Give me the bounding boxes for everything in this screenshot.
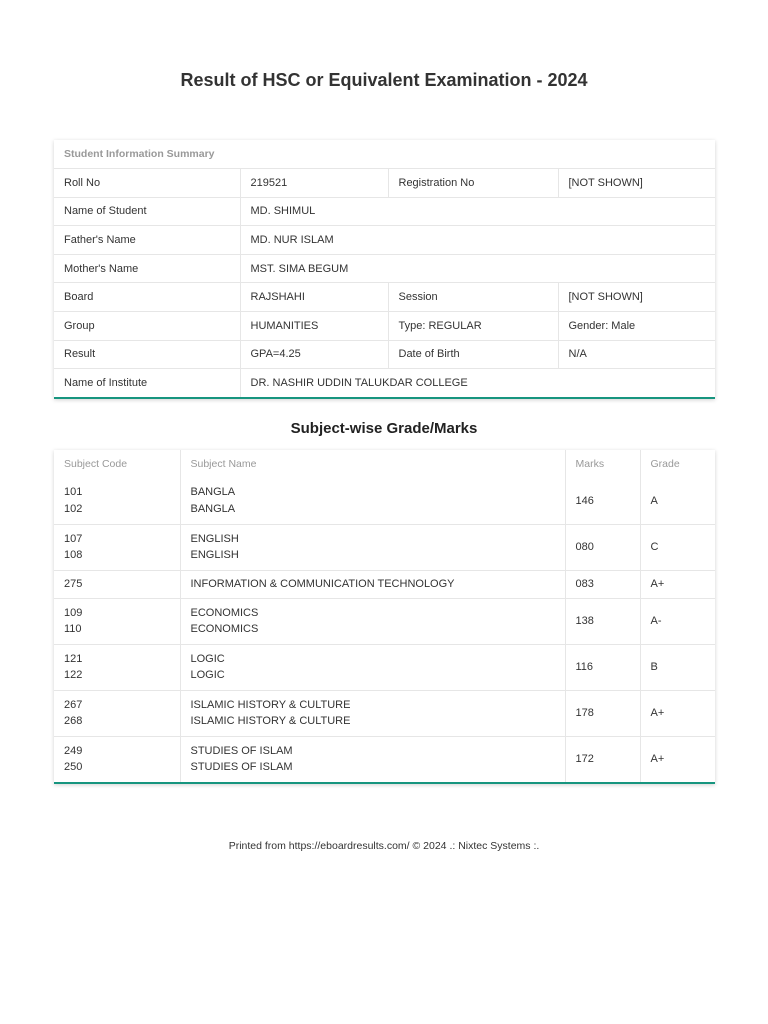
- grade-cell: C: [640, 524, 715, 570]
- subject-code-cell: [54, 598, 180, 644]
- subject-name-header: Subject Name: [180, 450, 565, 478]
- marks-card: [54, 450, 715, 784]
- subject-code: 101: [64, 486, 83, 499]
- subject-code: 249: [64, 744, 83, 757]
- marks-cell: 146: [565, 478, 640, 524]
- subject-code: 268: [64, 715, 83, 727]
- marks-table: [54, 450, 715, 782]
- info-row-result: [54, 340, 715, 369]
- grade-cell: A: [640, 478, 715, 524]
- registration-value: [NOT SHOWN]: [558, 169, 715, 198]
- result-value: GPA=4.25: [240, 340, 388, 369]
- session-value: [NOT SHOWN]: [558, 283, 715, 312]
- subject-code-header: Subject Code: [64, 458, 128, 470]
- session-label: Session: [388, 283, 558, 312]
- subject-code: 107: [64, 532, 83, 545]
- marks-cell: 080: [565, 524, 640, 570]
- subject-code: 267: [64, 698, 83, 711]
- subject-code-cell: [54, 644, 180, 690]
- registration-label: Registration No: [388, 169, 558, 198]
- marks-cell: 172: [565, 736, 640, 782]
- roll-label: Roll No: [54, 169, 240, 198]
- grade-cell: A+: [640, 736, 715, 782]
- grade-cell: A+: [640, 690, 715, 736]
- subject-code-cell: [54, 478, 180, 524]
- subject-code: 108: [64, 549, 83, 561]
- subject-code: 122: [64, 669, 83, 681]
- subject-name: LOGIC: [190, 652, 225, 665]
- subject-name: ISLAMIC HISTORY & CULTURE: [190, 698, 351, 711]
- mother-value: MST. SIMA BEGUM: [240, 254, 715, 283]
- subject-name: STUDIES OF ISLAM: [190, 744, 293, 757]
- table-row: [54, 644, 715, 690]
- marks-cell: 138: [565, 598, 640, 644]
- table-row: [54, 736, 715, 782]
- dob-value: N/A: [558, 340, 715, 369]
- marks-header: Marks: [565, 450, 640, 478]
- subject-name-cell: [180, 736, 565, 782]
- subject-name: ECONOMICS: [190, 606, 259, 619]
- page-title: Result of HSC or Equivalent Examination - 2024: [180, 70, 588, 90]
- father-label: Father's Name: [54, 226, 240, 255]
- subject-name: BANGLA: [190, 486, 236, 499]
- subject-name: INFORMATION & COMMUNICATION TECHNOLOGY: [190, 577, 455, 590]
- info-row-board: [54, 283, 715, 312]
- subject-code: 110: [64, 623, 82, 635]
- father-value: MD. NUR ISLAM: [240, 226, 715, 255]
- marks-section-title: Subject-wise Grade/Marks: [290, 420, 478, 437]
- subject-name: ENGLISH: [190, 549, 239, 561]
- marks-cell: 116: [565, 644, 640, 690]
- subject-code-cell: [54, 570, 180, 598]
- info-row-father: [54, 226, 715, 255]
- result-label: Result: [54, 340, 240, 369]
- subject-code: 109: [64, 606, 83, 619]
- info-row-name: [54, 197, 715, 226]
- subject-code: 275: [64, 577, 83, 590]
- info-row-mother: [54, 254, 715, 283]
- table-row: [54, 524, 715, 570]
- print-footer: Printed from https://eboardresults.com/ © 2024 .: Nixtec Systems :.: [228, 840, 540, 852]
- institute-label: Name of Institute: [54, 369, 240, 398]
- info-row-institute: [54, 369, 715, 398]
- name-label: Name of Student: [54, 197, 240, 226]
- subject-name-cell: [180, 644, 565, 690]
- subject-code: 250: [64, 761, 83, 774]
- mother-label: Mother's Name: [54, 254, 240, 283]
- subject-name-cell: [180, 570, 565, 598]
- subject-name: STUDIES OF ISLAM: [190, 761, 293, 774]
- subject-code-cell: [54, 690, 180, 736]
- table-row: [54, 690, 715, 736]
- info-row-roll: [54, 169, 715, 198]
- info-row-group: [54, 312, 715, 341]
- board-value: RAJSHAHI: [240, 283, 388, 312]
- marks-cell: 083: [565, 570, 640, 598]
- subject-name: LOGIC: [190, 669, 225, 681]
- marks-cell: 178: [565, 690, 640, 736]
- marks-header-row: [54, 450, 715, 478]
- summary-header-row: [54, 140, 715, 169]
- name-value: MD. SHIMUL: [240, 197, 715, 226]
- type-value: Type: REGULAR: [388, 312, 558, 341]
- grade-cell: A-: [640, 598, 715, 644]
- subject-code: 121: [64, 652, 83, 665]
- subject-code-cell: [54, 524, 180, 570]
- summary-label: Student Information Summary: [64, 148, 215, 161]
- subject-name-cell: [180, 690, 565, 736]
- subject-name: ENGLISH: [190, 532, 239, 545]
- board-label: Board: [54, 283, 240, 312]
- subject-name-cell: [180, 598, 565, 644]
- marks-body: [54, 478, 715, 782]
- subject-code: 102: [64, 502, 83, 515]
- gender-value: Gender: Male: [558, 312, 715, 341]
- group-label: Group: [54, 312, 240, 341]
- group-value: HUMANITIES: [240, 312, 388, 341]
- table-row: [54, 570, 715, 598]
- student-info-table: [54, 140, 715, 397]
- student-info-card: [54, 140, 715, 399]
- subject-name-cell: [180, 478, 565, 524]
- subject-name: ECONOMICS: [190, 623, 259, 635]
- grade-cell: A+: [640, 570, 715, 598]
- grade-header: Grade: [640, 450, 715, 478]
- subject-code-cell: [54, 736, 180, 782]
- table-row: [54, 478, 715, 524]
- roll-value: 219521: [240, 169, 388, 198]
- institute-value: DR. NASHIR UDDIN TALUKDAR COLLEGE: [240, 369, 715, 398]
- dob-label: Date of Birth: [388, 340, 558, 369]
- subject-name-cell: [180, 524, 565, 570]
- subject-name: ISLAMIC HISTORY & CULTURE: [190, 715, 351, 727]
- grade-cell: B: [640, 644, 715, 690]
- subject-name: BANGLA: [190, 502, 236, 515]
- table-row: [54, 598, 715, 644]
